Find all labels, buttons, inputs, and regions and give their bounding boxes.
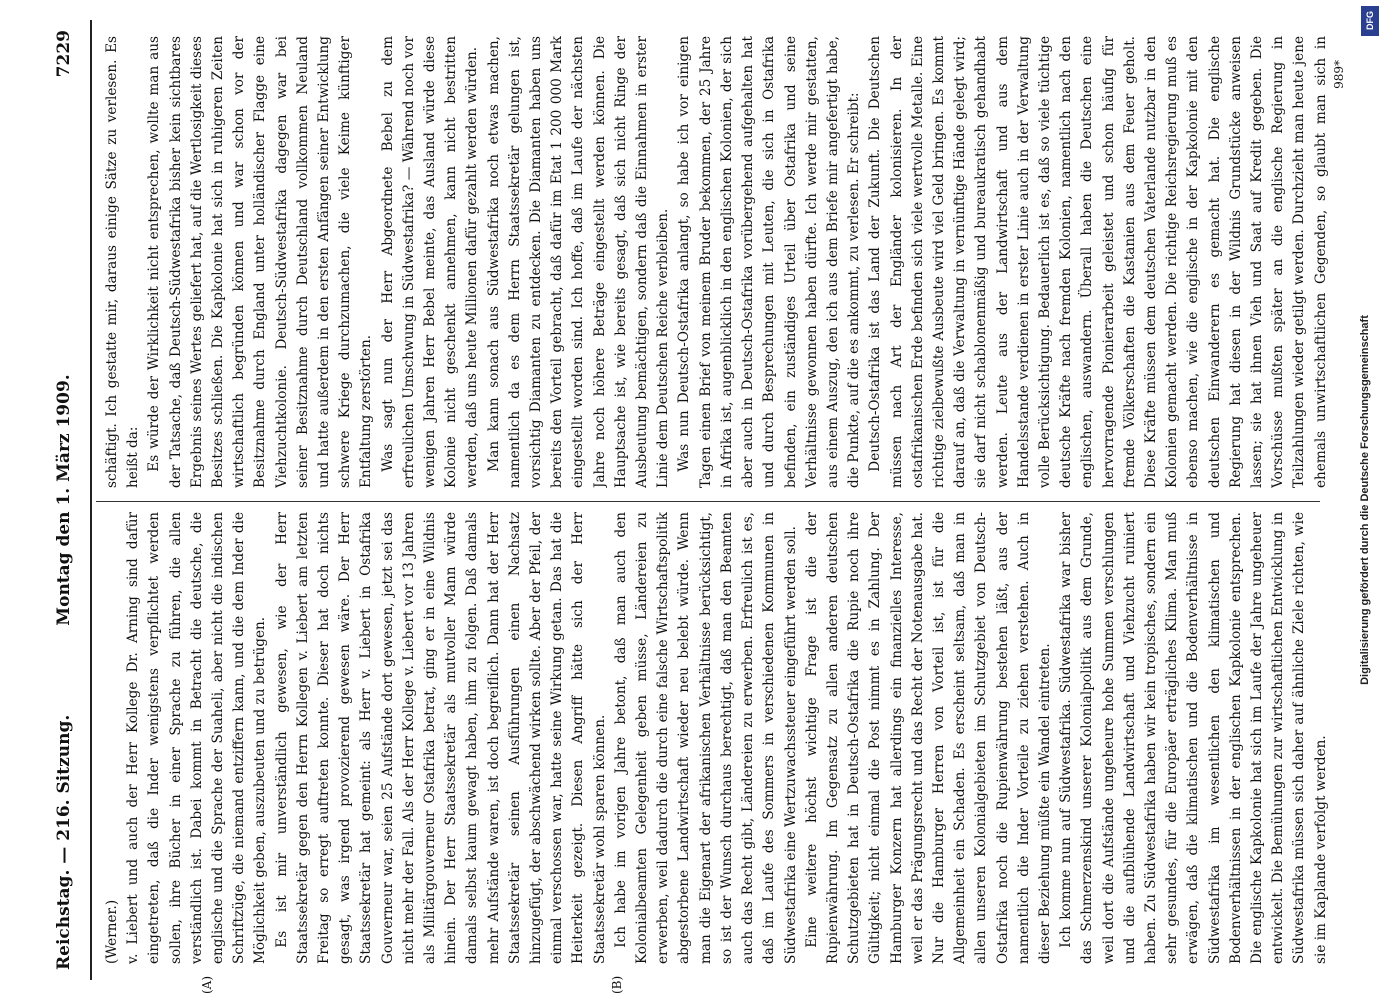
paragraph: Ich habe im vorigen Jahre betont, daß man auch den Kolonialbeamten Gelegenheit geben müsse, Ländereien zu erwerben, weil dadurch die durch eine falsche Wirtschaftspolitik abgestorbene Landwirtschaft wieder neu belebt würde. Wenn man die Eigenart der afrikanischen Verhältnisse berücksichtigt, so ist der Wunsch durchaus berechtigt, daß man den Beamten auch das Recht gibt, Ländereien zu erwerben. Erfreulich ist es, daß im Laufe des Sommers in verschiedenen Kommunen in Südwestafrika eine Wertzuwachssteuer eingeführt werden soll. (612, 512, 799, 964)
quotation: Es würde der Wirklichkeit nicht entsprechen, wollte man aus der Tatsache, daß Deutsch-Südwestafrika bisher kein sichtbares Ergebnis seines Wertes geliefert hat, auf die Wertlosigkeit dieses Besitzes schließen. Die Kapkolonie hat sich in ruhigeren Zeiten wirtschaftlich begründen können und war schon vor der Besitznahme durch England unter holländischer Flagge eine Viehzuchtkolonie. Deutsch-Südwestafrika dagegen war bei seiner Besitznahme durch Deutschland vollkommen Neuland und hatte außerdem in den ersten Anfängen seiner Entwicklung schwere Kriege durchzumachen, die viele Keime künftiger Entfaltung zerstörten. (146, 36, 375, 488)
paragraph: Was nun Deutsch-Ostafrika anlangt, so habe ich vor einigen Tagen einen Brief von meinem Bruder bekommen, der 25 Jahre in Afrika ist, augenblicklich in den englischen Kolonien, der sich aber auch in Deutsch-Ostafrika vorübergehend aufgehalten hat und durch Besprechungen mit Leuten, die sich in Ostafrika befinden, ein zuständiges Urteil über Ostafrika und seine Verhältnisse gewonnen haben dürfte. Ich werde mir gestatten, aus einem Auszug, den ich aus dem Briefe mir angefertigt habe, die Punkte, auf die es ankommt, zu verlesen. Er schreibt: (676, 36, 863, 488)
rotated-page (50, 20, 1360, 994)
left-column (102, 512, 1330, 964)
credit-text: Digitalisierung gefördert durch die Deutsche Forschungsgemeinschaft (1359, 315, 1371, 685)
paragraph: Was sagt nun der Herr Abgeordnete Bebel zu dem erfreulichen Umschwung in Südwestafrika? — Während noch vor wenigen Jahren Herr Bebel meinte, das Ausland würde diese Kolonie nicht geschenkt annehmen, kann nicht bestritten werden, daß uns heute Millionen dafür gezahlt werden würden. (379, 36, 481, 488)
paragraph: Es ist mir unverständlich gewesen, wie der Herr Staatssekretär gegen den Herrn Kollegen v. Liebert am letzten Freitag so erregt auftreten konnte. Dieser hat doch nichts gesagt, was irgend provozierend gewesen wäre. Der Herr Staatssekretär hat gemeint: als Herr v. Liebert in Ostafrika Gouverneur war, seien 25 Aufstände dort gewesen, jetzt sei das nicht mehr der Fall. Als der Herr Kollege v. Liebert vor 13 Jahren als Militärgouverneur Ostafrika betrat, ging er in eine Wildnis hinein. Der Herr Staatssekretär als mutvoller Mann würde damals selbst kaum gewagt haben, ihm zu folgen. Daß damals mehr Aufstände waren, ist doch begreiflich. Dann hat der Herr Staatssekretär seinen Ausführungen einen Nachsatz hinzugefügt, der abschwächend wirken sollte. Aber der Pfeil, der einmal verschossen war, hatte seine Wirkung getan. Das hat die Heiterkeit gezeigt. Diesen Angriff hätte sich der Herr Staatssekretär wohl sparen können. (273, 512, 608, 964)
speaker-name: (Werner.) (104, 899, 120, 964)
margin-mark-a: (A) (200, 975, 214, 994)
margin-mark-b: (B) (610, 975, 624, 994)
dfg-logo: DFG (1361, 6, 1379, 36)
header-date: Montag den 1. März 1909. (54, 374, 74, 626)
page-number: 7229 (54, 30, 74, 78)
paragraph: v. Liebert und auch der Herr Kollege Dr. Arning sind dafür eingetreten, daß die Inder wenigstens verpflichtet werden sollen, ihre Bücher in einer Sprache zu führen, die allen verständlich ist. Dabei kommt in Betracht die deutsche, die englische und die Sprache der Suaheli, aber nicht die indischen Schriftzüge, die niemand entziffern kann, und die dem Inder die Möglichkeit geben, auszubeuten und zu betrügen. (125, 512, 269, 964)
dfg-credit (1359, 40, 1379, 960)
sheet-number: 989* (1332, 60, 1346, 89)
paragraph: schäftigt. Ich gestatte mir, daraus einige Sätze zu verlesen. Es heißt da: (104, 36, 142, 488)
paragraph: Man kann sonach aus Südwestafrika noch etwas machen, namentlich da es dem Herrn Staatssekretär gelungen ist, vorsichtig Diamanten zu entdecken. Die Diamanten haben uns bereits den Vorteil gebracht, daß dafür im Etat 1 200 000 Mark eingestellt worden sind. Ich hoffe, daß im Laufe der nächsten Jahre noch höhere Beträge eingestellt werden können. Die Hauptsache ist, wie bereits gesagt, daß sich nicht Ringe der Ausbeutung bemächtigen, sondern daß die Einnahmen in erster Linie dem Deutschen Reiche verbleiben. (485, 36, 672, 488)
column-divider (96, 501, 1320, 502)
paragraph: Eine weitere höchst wichtige Frage ist die der Rupienwährung. Im Gegensatz zu allen anderen deutschen Schutzgebieten hat in Deutsch-Ostafrika die Rupie noch ihre Gültigkeit; nicht einmal die Post nimmt es in Zahlung. Der Hamburger Konzern hat allerdings ein finanzielles Interesse, weil er das Prägungsrecht und das Recht der Notenausgabe hat. Nur die Hamburger Herren von Vorteil ist, ist für die Allgemeinheit ein Schaden. Es erscheint seltsam, daß man in allen unseren Kolonialgebieten im Schutzgebiet von Deutsch-Ostafrika noch die Rupienwährung bestehen läßt, aus der namentlich die Inder Vorteile zu ziehen verstehen. Auch in dieser Beziehung müßte ein Wandel eintreten. (803, 512, 1053, 964)
quotation: Deutsch-Ostafrika ist das Land der Zukunft. Die Deutschen müssen nach Art der Engländer kolonisieren. In der ostafrikanischen Erde befinden sich viele wertvolle Metalle. Eine richtige zielbewußte Ausbeute wird viel Geld bringen. Es kommt darauf an, daß die Verwaltung in vernünftige Hände gelegt wird; sie darf nicht schablonenmäßig und bureaukratisch gehandhabt werden. Leute aus der Landwirtschaft und aus dem Handelsstande verdienen in erster Linie auch in der Verwaltung volle Berücksichtigung. Bedauerlich ist es, daß so viele tüchtige deutsche Kräfte nach fremden Kolonien, namentlich nach den englischen, auswandern. Überall haben die Deutschen eine hervorragende Pionierarbeit geleistet und schon häufig für fremde Völkerschaften die Kastanien aus dem Feuer geholt. Diese Kräfte müssen dem deutschen Vaterlande nutzbar in den Kolonien gemacht werden. Die richtige Reichsregierung muß es ebenso machen, wie die englische in der Kapkolonie mit den deutschen Einwanderern es gemacht hat. Die englische Regierung hat diesen in der Wildnis Grundstücke anweisen lassen; sie hat ihnen Vieh und Saat auf Kredit gegeben. Die Vorschüsse mußten später an die englische Regierung in Teilzahlungen wieder getilgt werden. Durchzieht man heute jene ehemals unwirtschaftlichen Gegenden, so glaubt man sich in (867, 36, 1329, 488)
header-session: Reichstag. — 216. Sitzung. (54, 714, 74, 970)
page-header (50, 20, 92, 980)
paragraph: Ich komme nun auf Südwestafrika. Südwestafrika war bisher das Schmerzenskind unserer Kolonialpolitik aus dem Grunde, weil dort die Aufstände ungeheure hohe Summen verschlungen und die aufblühende Landwirtschaft und Viehzucht ruiniert haben. Zu Südwestafrika haben wir kein tropisches, sondern ein sehr gesundes, für die Europäer erträgliches Klima. Man muß erwägen, daß die klimatischen und die Bodenverhältnisse in Südwestafrika im wesentlichen den klimatischen und Bodenverhältnissen in der englischen Kapkolonie entsprechen. Die englische Kapkolonie hat sich im Laufe der Jahre ungeheuer entwickelt. Die Bemühungen zur wirtschaftlichen Entwicklung in Südwestafrika müssen sich daher auf ähnliche Ziele richten, wie sie im Kaplande verfolgt werden. (1058, 512, 1329, 964)
right-column (102, 36, 1330, 488)
